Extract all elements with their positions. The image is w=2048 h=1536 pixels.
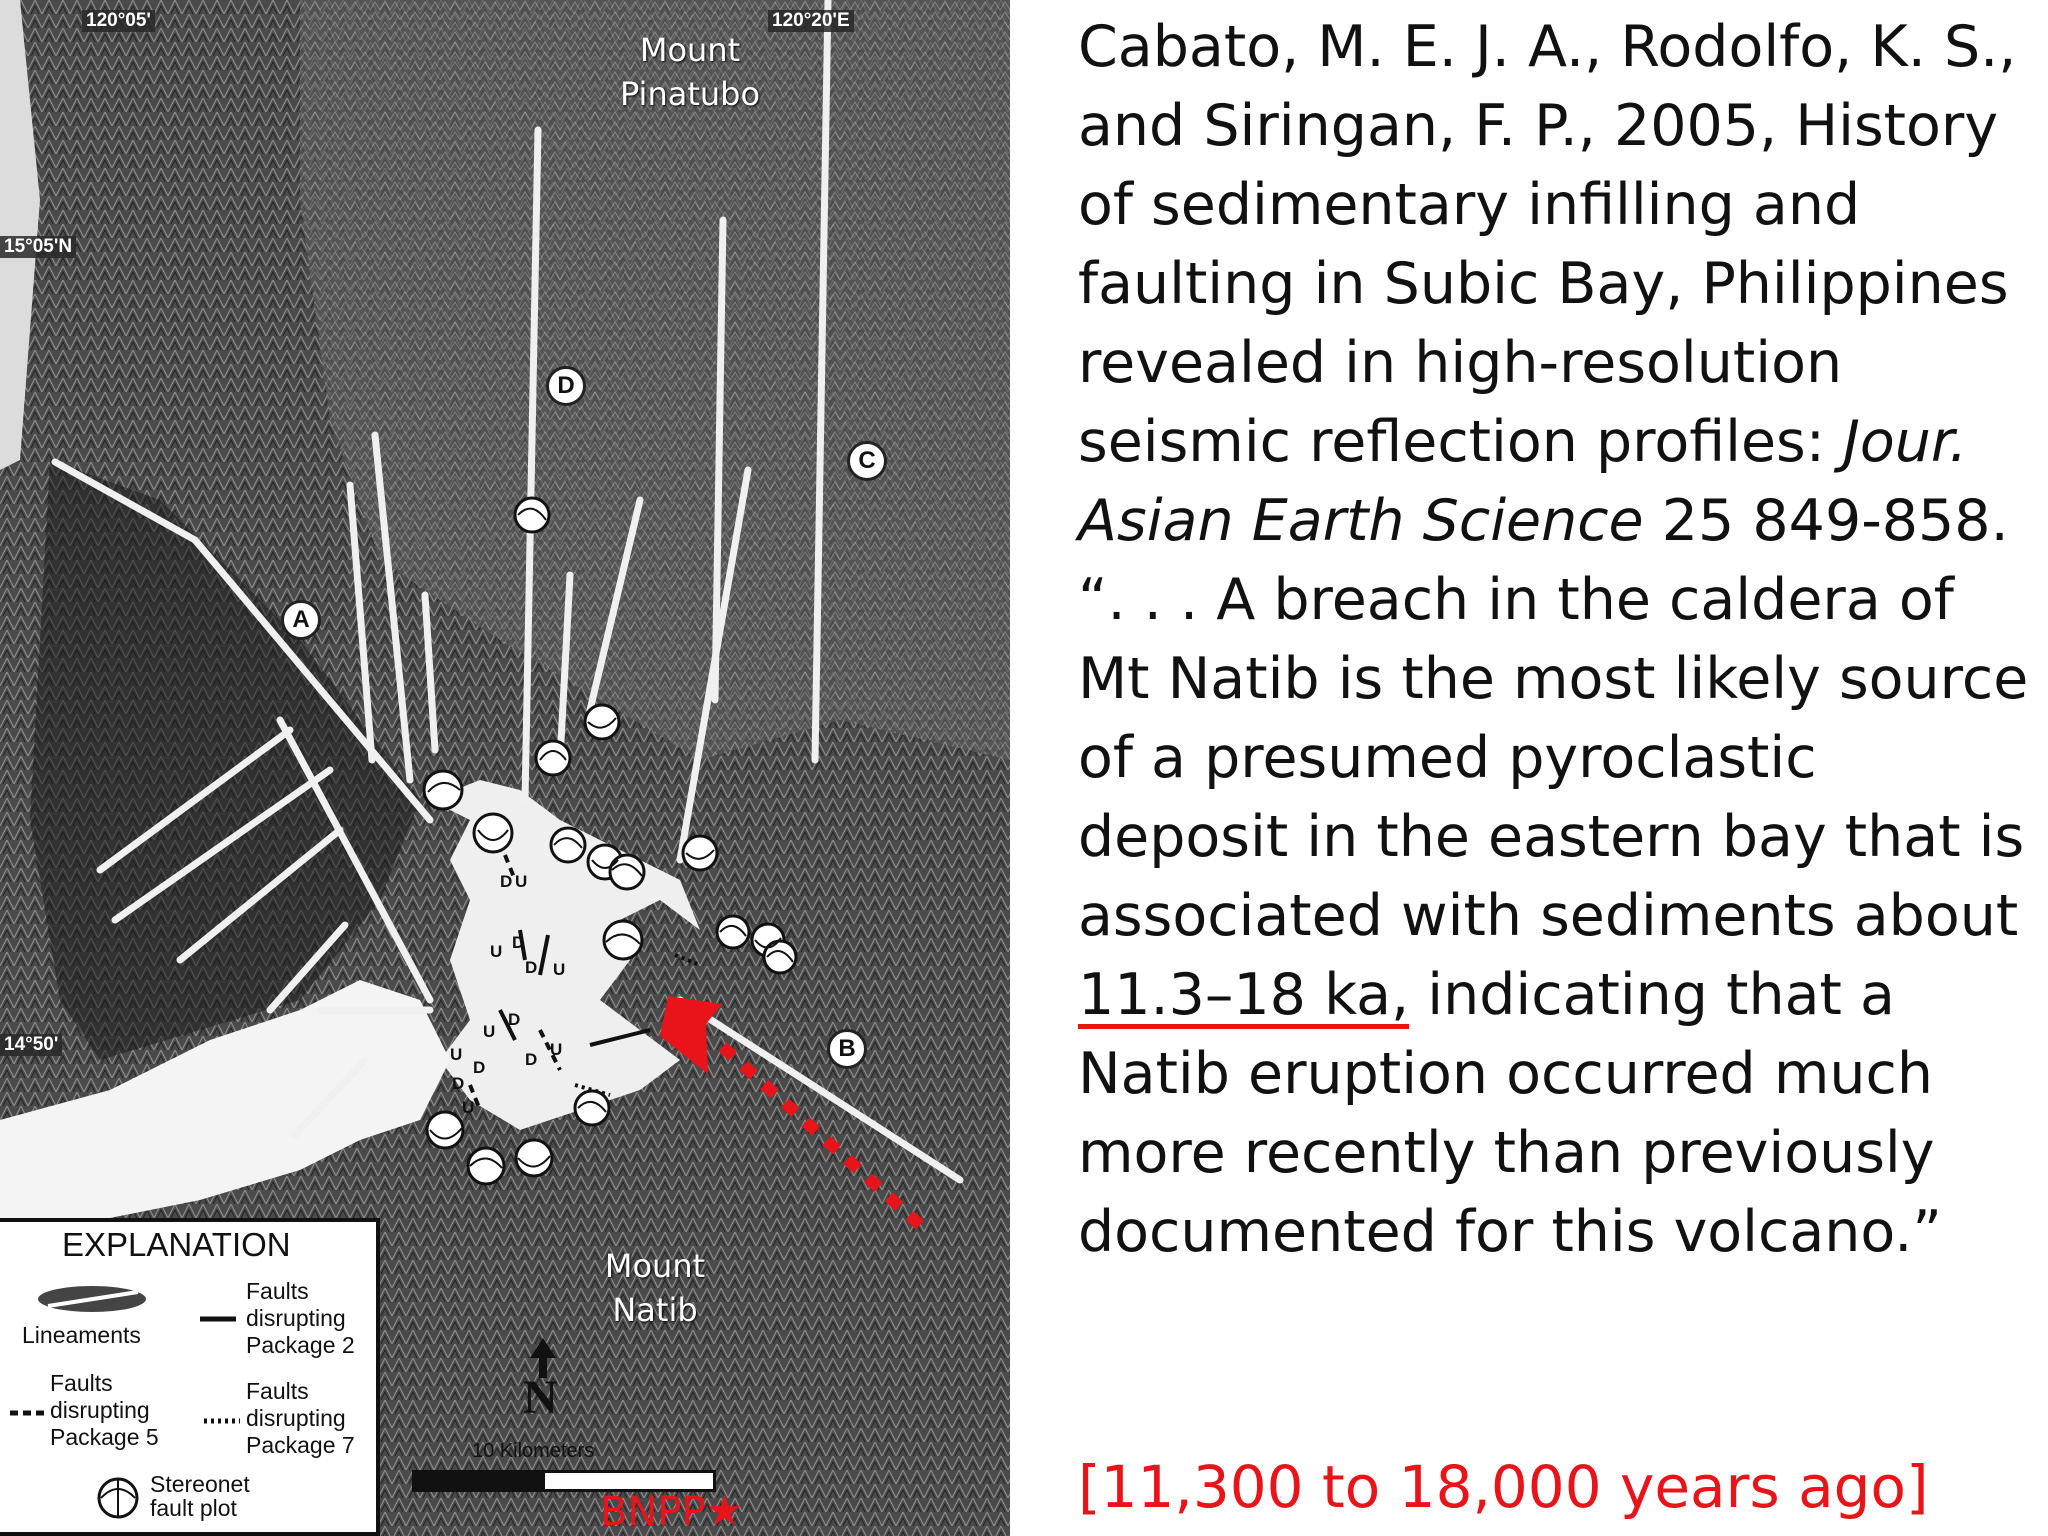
solid-line-symbol bbox=[200, 1314, 240, 1324]
legend-pkg7-line1: Faults bbox=[246, 1378, 309, 1404]
legend-lineaments: Lineaments bbox=[22, 1322, 141, 1348]
bnpp-text: BNPP bbox=[600, 1489, 706, 1535]
bnpp-site-label bbox=[600, 1486, 743, 1535]
legend-pkg5-line1: Faults bbox=[50, 1370, 113, 1396]
citation-journal: Jour. Asian Earth Science bbox=[1078, 409, 1968, 554]
map-panel bbox=[0, 0, 1010, 1536]
years-ago-note: [11,300 to 18,000 years ago] bbox=[1078, 1453, 1929, 1521]
legend-pkg5-line2: disrupting bbox=[50, 1397, 150, 1423]
fault-label: U bbox=[483, 1022, 496, 1041]
fault-label: D bbox=[473, 1058, 486, 1077]
fault-label: U bbox=[515, 872, 528, 891]
marker-c: C bbox=[847, 441, 887, 481]
fault-label: D bbox=[525, 958, 538, 977]
latitude-north: 15°05'N bbox=[0, 236, 76, 258]
quote-end: indicating that a Natib eruption occurred much more recently than previously documented for this volcano.” bbox=[1078, 962, 1942, 1265]
map-legend bbox=[0, 1218, 380, 1536]
fault-label: D bbox=[512, 933, 525, 952]
legend-pkg5-line3: Package 5 bbox=[50, 1424, 159, 1450]
legend-stereonet-line2: fault plot bbox=[150, 1495, 237, 1521]
marker-a: A bbox=[281, 600, 321, 640]
mount-pinatubo-label bbox=[590, 28, 790, 116]
latitude-south: 14°50' bbox=[0, 1034, 62, 1056]
legend-faults-package-2 bbox=[246, 1278, 355, 1359]
legend-faults-package-5 bbox=[50, 1370, 159, 1451]
star-icon: ★ bbox=[705, 1486, 744, 1535]
legend-title: EXPLANATION bbox=[62, 1226, 291, 1263]
legend-pkg2-line3: Package 2 bbox=[246, 1332, 355, 1358]
legend-stereonet-line1: Stereonet bbox=[150, 1471, 250, 1497]
fault-label: D bbox=[500, 872, 513, 891]
fault-label: U bbox=[550, 1040, 563, 1059]
stereonet-symbol bbox=[96, 1476, 140, 1520]
citation-paragraph bbox=[1078, 8, 2040, 561]
citation-volume-pages: 25 849-858. bbox=[1661, 488, 2009, 554]
dashed-line-symbol bbox=[10, 1408, 50, 1418]
marker-d: D bbox=[546, 366, 586, 406]
dotted-line-symbol bbox=[204, 1416, 244, 1426]
fault-label: D bbox=[525, 1050, 538, 1069]
legend-pkg2-line1: Faults bbox=[246, 1278, 309, 1304]
quote-paragraph bbox=[1078, 561, 2040, 1272]
longitude-east: 120°20'E bbox=[768, 10, 854, 32]
lineament-symbol bbox=[34, 1282, 150, 1316]
fault-label: D bbox=[452, 1074, 465, 1093]
mount-pinatubo-line1: Mount bbox=[639, 31, 741, 69]
marker-b: B bbox=[827, 1029, 867, 1069]
fault-label: D bbox=[508, 1010, 521, 1029]
fault-label: U bbox=[553, 960, 566, 979]
fault-label: U bbox=[450, 1045, 463, 1064]
legend-pkg7-line3: Package 7 bbox=[246, 1432, 355, 1458]
citation-text bbox=[1078, 8, 2040, 1272]
citation-authors-year: Cabato, M. E. J. A., Rodolfo, K. S., and Siringan, F. P., 2005, bbox=[1078, 14, 2017, 159]
mount-natib-label bbox=[560, 1244, 750, 1332]
mount-natib-line1: Mount bbox=[604, 1247, 706, 1285]
mount-pinatubo-line2: Pinatubo bbox=[619, 75, 761, 113]
longitude-west: 120°05' bbox=[82, 10, 155, 32]
legend-faults-package-7 bbox=[246, 1378, 355, 1459]
quote-age: 11.3–18 ka, bbox=[1078, 962, 1410, 1028]
legend-pkg2-line2: disrupting bbox=[246, 1305, 346, 1331]
legend-stereonet bbox=[150, 1472, 250, 1520]
mount-natib-line2: Natib bbox=[612, 1291, 698, 1329]
scale-label: 10 Kilometers bbox=[472, 1440, 595, 1462]
fault-label: U bbox=[490, 942, 503, 961]
fault-label: U bbox=[462, 1098, 475, 1117]
quote-start: “. . . A breach in the caldera of Mt Natib is the most likely source of a presumed pyroclastic deposit in the eastern bay that is associated with sediments about bbox=[1078, 567, 2029, 949]
legend-pkg7-line2: disrupting bbox=[246, 1405, 346, 1431]
citation-title: History of sedimentary infilling and faulting in Subic Bay, Philippines revealed in high-resolution seismic reflection profiles: bbox=[1078, 93, 2009, 475]
north-label: N bbox=[523, 1371, 558, 1424]
